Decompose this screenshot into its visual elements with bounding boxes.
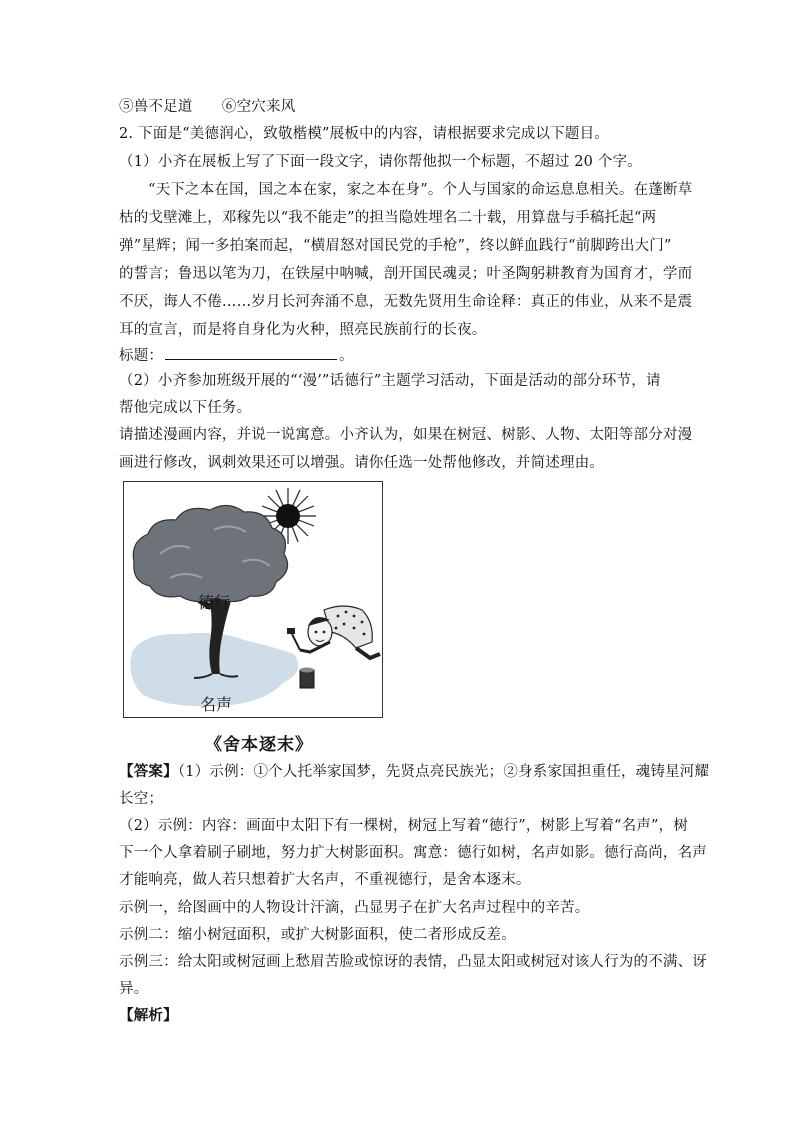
answer-tag: 【答案】 [119,763,178,780]
cartoon-drawing [124,482,381,716]
passage-line: “天下之本在国，国之本在家，家之本在身”。个人与国家的命运息息相关。在蓬断草 [148,182,693,198]
crown-label: 德行 [198,593,231,612]
subquestion-2: （2）小齐参加班级开展的“‘漫’”话德行”主题学习活动，下面是活动的部分环节，请 [119,373,661,389]
brush-handle [292,634,300,650]
task-line: 请描述漫画内容，并说一说寓意。小齐认为，如果在树冠、树影、人物、太阳等部分对漫 [119,427,693,443]
title-answer-line [119,345,354,366]
answer-line: （2）示例：内容：画面中太阳下有一棵树，树冠上写着“德行”，树影上写着“名声”，树 [119,818,689,834]
passage-line: 的誓言；鲁迅以笔为刀，在铁屋中呐喊，剖开国民魂灵；叶圣陶躬耕教育为国育才，学而 [119,266,693,282]
answer-line: 才能响亮，做人若只想着扩大名声，不重视德行，是舍本逐末。 [119,872,531,888]
passage-line: 弹”星辉；闻一多拍案而起，“横眉怒对国民党的手枪”，终以鲜血践行“前脚跨出大门” [119,238,672,254]
option-line: ⑤兽不足道 ⑥空穴来风 [119,99,296,115]
title-label: 标题： [119,348,164,364]
answer-line: 下一个人拿着刷子刷地，努力扩大树影面积。寓意：德行如树，名声如影。德行高尚，名声 [119,845,707,861]
cartoon-caption: 《舍本逐末》 [205,735,313,755]
passage-line: 不厌，诲人不倦……岁月长河奔涌不息，无数先贤用生命诠释：真正的伟业，从来不是震 [119,294,693,310]
tree-crown [133,505,287,601]
sun-icon [276,504,300,528]
answer-line: 异。 [119,981,149,997]
task-line: 画进行修改，讽刺效果还可以增强。请你任选一处帮他修改，并简述理由。 [119,455,605,471]
man-figure [287,606,380,688]
passage-line: 枯的戈壁滩上，邓稼先以“我不能走”的担当隐姓埋名二十载，用算盘与手稿托起“两 [119,210,657,226]
answer-line: 示例一，给图画中的人物设计汗滴，凸显男子在扩大名声过程中的辛苦。 [119,900,590,916]
cartoon-image [123,481,383,718]
answer-line: 示例二：缩小树冠面积，或扩大树影面积，使二者形成反差。 [119,927,516,943]
title-blank[interactable] [165,345,337,360]
title-period: 。 [339,348,354,364]
answer-line: 示例三：给太阳或树冠画上愁眉苦脸或惊讶的表情，凸显太阳或树冠对该人行为的不满、讶 [119,954,707,970]
question-2-intro: 2. 下面是“美德润心，致敬楷模”展板中的内容，请根据要求完成以下题目。 [119,126,609,142]
analysis-tag: 【解析】 [119,1007,178,1024]
paint-bucket-icon [300,670,314,688]
subquestion-1: （1）小齐在展板上写了下面一段文字，请你帮他拟一个标题，不超过 20 个字。 [119,154,642,170]
passage-line: 耳的宣言，而是将自身化为火种，照亮民族前行的长夜。 [119,322,487,338]
brush-icon [287,628,295,634]
answer-line-1: 【答案】（1）示例：①个人托举家国梦，先贤点亮民族光；②身系家国担重任，魂铸星河耀 [119,763,710,780]
answer-line: 长空； [119,791,164,807]
subquestion-2-cont: 帮他完成以下任务。 [119,400,252,416]
shadow-label: 名声 [200,695,233,714]
